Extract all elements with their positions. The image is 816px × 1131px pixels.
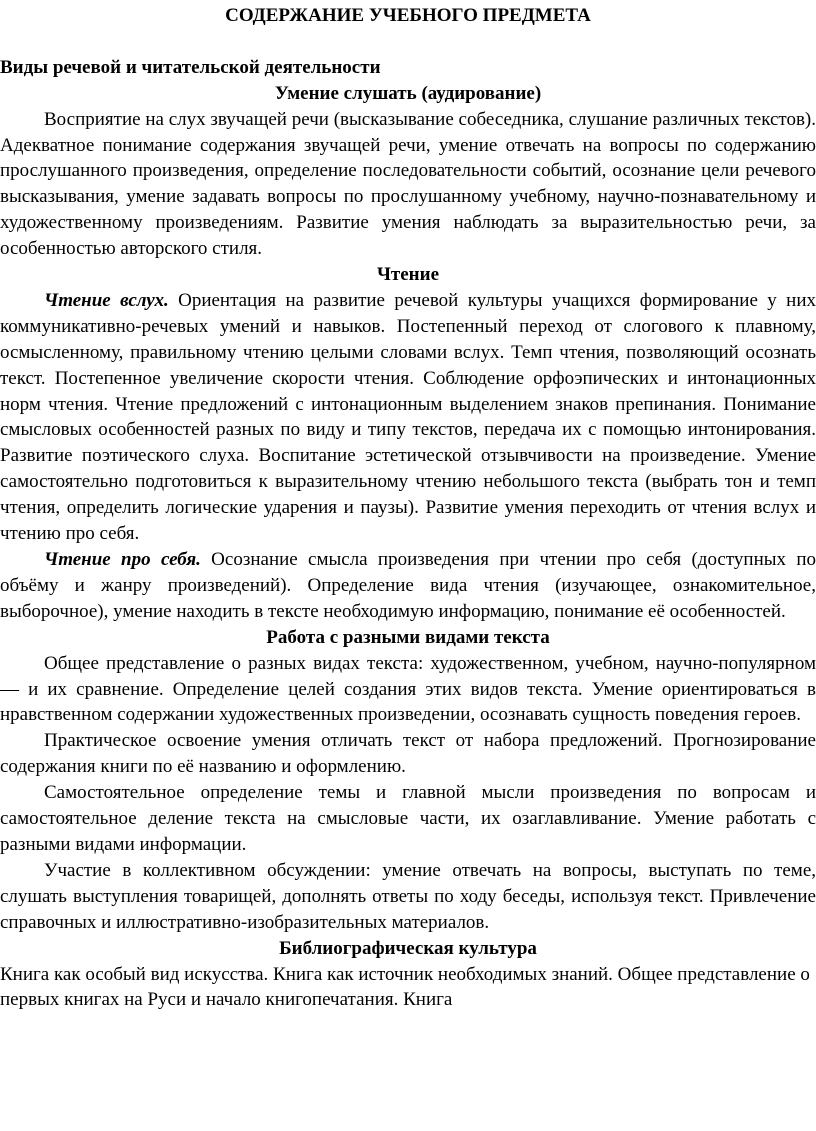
listening-paragraph: Восприятие на слух звучащей речи (высказывание собеседника, слушание различных текстов). Адекватное понимание содержания звучащей речи, умение отвечать на вопросы по содержанию прослушанного произведения, определение последовательности событий, осознание цели речевого высказывания, умение задавать вопросы по прослушанному учебному, научно-познавательному и художественному произведениям. Развитие умения наблюдать за выразительностью речи, за особенностью авторского стиля. — [0, 108, 816, 260]
document-title: СОДЕРЖАНИЕ УЧЕБНОГО ПРЕДМЕТА — [225, 5, 591, 26]
texts-paragraph-4: Участие в коллективном обсуждении: умение отвечать на вопросы, выступать по теме, слушать выступления товарищей, дополнять ответы по ходу беседы, используя текст. Привлечение справочных и иллюстративно-изобразительных материалов. — [0, 859, 816, 933]
reading-silent-text: Осознание смысла произведения при чтении про себя (доступных по объёму и жанру произведений). Определение вида чтения (изучающее, ознакомительное, выборочное), умение находить в тексте необходимую информацию, понимание её особенностей. — [0, 549, 816, 622]
section-heading: Виды речевой и читательской деятельности — [0, 56, 381, 78]
document-page — [0, 3, 816, 1013]
bibliography-heading: Библиографическая культура — [279, 937, 537, 959]
bibliography-paragraph: Книга как особый вид искусства. Книга как источник необходимых знаний. Общее представление о первых книгах на Руси и начало книгопечатания. Книга — [0, 963, 810, 1011]
reading-aloud-paragraph — [0, 288, 816, 547]
texts-paragraph-3: Самостоятельное определение темы и главной мысли произведения по вопросам и самостоятельное деление текста на смысловые части, их озаглавливание. Умение работать с разными видами информации. — [0, 782, 816, 855]
texts-heading: Работа с разными видами текста — [266, 626, 550, 648]
texts-paragraph-1: Общее представление о разных видах текста: художественном, учебном, научно-популярном — и их сравнение. Определение целей создания этих видов текста. Умение ориентироваться в нравственном содержании художественных произведении, осознавать сущность поведения героев. — [0, 652, 816, 726]
reading-heading: Чтение — [376, 264, 440, 286]
reading-silent-paragraph — [0, 547, 816, 625]
listening-heading: Умение слушать (аудирование) — [274, 82, 542, 104]
blank-line — [0, 29, 816, 55]
texts-paragraph-2: Практическое освоение умения отличать текст от набора предложений. Прогнозирование содержания книги по её названию и оформлению. — [0, 730, 816, 778]
reading-silent-lead: Чтение про себя. — [44, 549, 201, 571]
reading-aloud-lead: Чтение вслух. — [44, 289, 169, 311]
reading-aloud-text: Ориентация на развитие речевой культуры учащихся формирование у них коммуникативно-речевых умений и навыков. Постепенный переход от слогового к плавному, осмысленному, правильному чтению целыми словами вслух. Темп чтения, позволяющий осознать текст. Постепенное увеличение скорости чтения. Соблюдение орфоэпических и интонационных норм чтения. Чтение предложений с интонационным выделением знаков препинания. Понимание смысловых особенностей разных по виду и типу текстов, передача их с помощью интонирования. Развитие поэтического слуха. Воспитание эстетической отзывчивости на произведение. Умение самостоятельно подготовиться к выразительному чтению небольшого текста (выбрать тон и темп чтения, определить логические ударения и паузы). Развитие умения переходить от чтения вслух и чтению про себя. — [0, 289, 816, 545]
